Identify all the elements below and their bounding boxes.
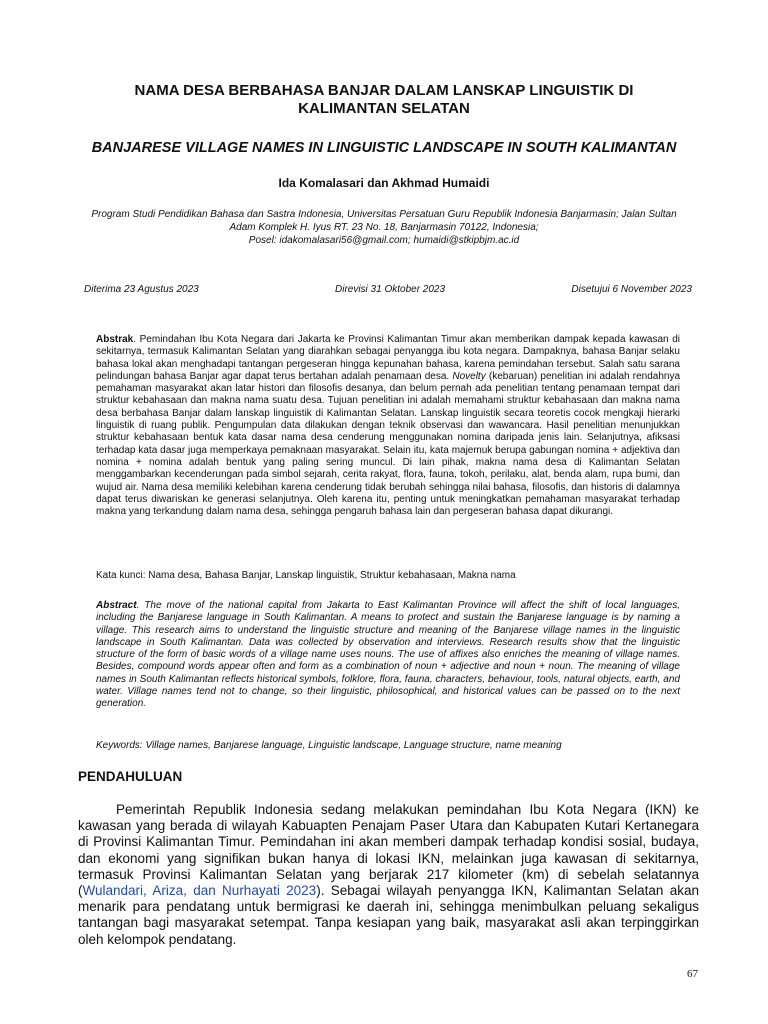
abstract-text-part2: (kebaruan) penelitian ini adalah rendahnya pemahaman masyarakat akan latar histori dan filosofis desanya, dan belum pernah ada penelitian tentang penamaan tempat dari struktur kebahasaan dan makna nama suatu desa. Tujuan penelitian ini adalah memahami struktur kebahasaan dan makna nama desa berbahasa Banjar dalam lanskap linguistik di Kalimantan Selatan. Lanskap linguistik secara teoretis cocok mengkaji hierarki linguistik di ruang publik. Pengumpulan data dilakukan dengan teknik observasi dan wawancara. Hasil penelitian menunjukkan struktur kebahasaan bentuk kata dasar nama desa cenderung menggunakan nomina daripada jenis lain. Selanjutnya, afiksasi terhadap kata dasar juga memperkaya pemaknaan masyarakat. Selain itu, kata majemuk berupa gabungan nomina + adjektiva dan nomina + nomina adalah bentuk yang paling sering muncul. Di lain pihak, makna nama desa di Kalimantan Selatan menggambarkan kecenderungan pada simbol sejarah, cerita rakyat, flora, fauna, tokoh, perilaku, alat, benda alam, rupa bumi, dan wujud air. Nama desa memiliki kelebihan karena cenderung tidak berubah sehingga nilai bahasa, filosofis, dan historis di dalamnya dapat terus diwariskan ke generasi selanjutnya. Oleh karena itu, penting untuk meningkatkan pemahaman masyarakat terhadap makna yang terkandung dalam nama desa, sehingga pengaruh bahasa lain dan pergeseran bahasa dapat dikurangi. [96, 370, 681, 518]
abstract-indonesian [96, 334, 680, 518]
keywords-indonesian: Kata kunci: Nama desa, Bahasa Banjar, Lanskap linguistik, Struktur kebahasaan, Makna nama [96, 570, 516, 581]
affiliation-block [70, 208, 698, 247]
keywords-english: Keywords: Village names, Banjarese language, Linguistic landscape, Language structure, name meaning [96, 740, 562, 751]
citation-link[interactable]: Wulandari, Ariza, dan Nurhayati 2023 [82, 883, 317, 899]
author-names: Ida Komalasari dan Akhmad Humaidi [278, 176, 490, 190]
paper-title-english: BANJARESE VILLAGE NAMES IN LINGUISTIC LANDSCAPE IN SOUTH KALIMANTAN [91, 140, 677, 156]
abstract-text-part1: . Pemindahan Ibu Kota Negara dari Jakarta ke Provinsi Kalimantan Timur akan memberikan dampak kepada kawasan di sekitarnya, termasuk Kalimantan Selatan yang diarahkan sebagai penyangga ibu kota negara. Dampaknya, bahasa Banjar selaku bahasa lokal akan menghadapi tantangan pergeseran hingga kepunahan bahasa, karena pemindahan tersebut. Salah satu sarana pelindungan bahasa Banjar agar dapat terus bertahan adalah penamaan desa. [96, 334, 680, 382]
affiliation-line-2: Adam Komplek H. Iyus RT. 23 No. 18, Banjarmasin 70122, Indonesia; [229, 222, 539, 233]
paragraph-part2: ). Sebagai wilayah penyangga IKN, Kalimantan Selatan akan menarik para pendatang untuk bermigrasi ke daerah ini, sehingga menimbulkan peluang sekaligus tantangan bagi masyarakat setempat. Tanpa kesiapan yang baik, masyarakat asli akan terpinggirkan oleh kelompok pendatang. [78, 883, 699, 947]
affiliation-line-1: Program Studi Pendidikan Bahasa dan Sastra Indonesia, Universitas Persatuan Guru Republik Indonesia Banjarmasin; Jalan Sultan [91, 209, 677, 220]
page-number: 67 [687, 968, 698, 980]
affiliation-line-3: Posel: idakomalasari56@gmail.com; humaidi@stkipbjm.ac.id [248, 235, 520, 246]
paper-title: NAMA DESA BERBAHASA BANJAR DALAM LANSKAP LINGUISTIK DI KALIMANTAN SELATAN [134, 82, 634, 117]
received-date: Diterima 23 Agustus 2023 [84, 284, 199, 295]
novelty-term: Novelty [452, 370, 486, 382]
abstract-english-text: . The move of the national capital from Jakarta to East Kalimantan Province will affect the shift of local languages, including the Banjarese language in South Kalimantan. A means to protect and sustain the Banjarese language is by naming a village. This research aims to understand the linguistic structure and meaning of the Banjarese village names in the linguistic landscape in South Kalimantan. Data was collected by observation and interviews. Research results show that the linguistic structure of the form of basic words of a village name uses nouns. The use of affixes also enriches the meaning of village names. Besides, compound words appear often and form as a combination of noun + adjective and noun + noun. The meaning of village names in South Kalimantan reflects historical symbols, folklore, flora, fauna, characters, behaviour, tools, natural objects, earth, and water. Village names tend not to change, so their linguistic, philosophical, and historical values can be passed on to the next generation. [96, 600, 680, 710]
accepted-date: Disetujui 6 November 2023 [571, 284, 692, 295]
body-paragraph [78, 802, 699, 948]
paragraph-part1: Pemerintah Republik Indonesia sedang melakukan pemindahan Ibu Kota Negara (IKN) ke kawasan yang berada di wilayah Kabuapten Penajam Paser Utara dan Kabupaten Kutari Kertanegara di Provinsi Kalimantan Timur. Pemindahan ini akan memberi dampak terhadap kondisi sosial, budaya, dan ekonomi yang signifikan bukan hanya di lokasi IKN, melainkan juga kawasan di sekitarnya, termasuk Provinsi Kalimantan Selatan yang berjarak 217 kilometer (km) di sebelah selatannya ( [78, 802, 699, 899]
section-heading: PENDAHULUAN [78, 769, 183, 784]
abstract-label: Abstrak [96, 334, 134, 345]
abstract-english-label: Abstract [96, 600, 137, 611]
abstract-english [96, 600, 680, 711]
revised-date: Direvisi 31 Oktober 2023 [335, 284, 446, 295]
